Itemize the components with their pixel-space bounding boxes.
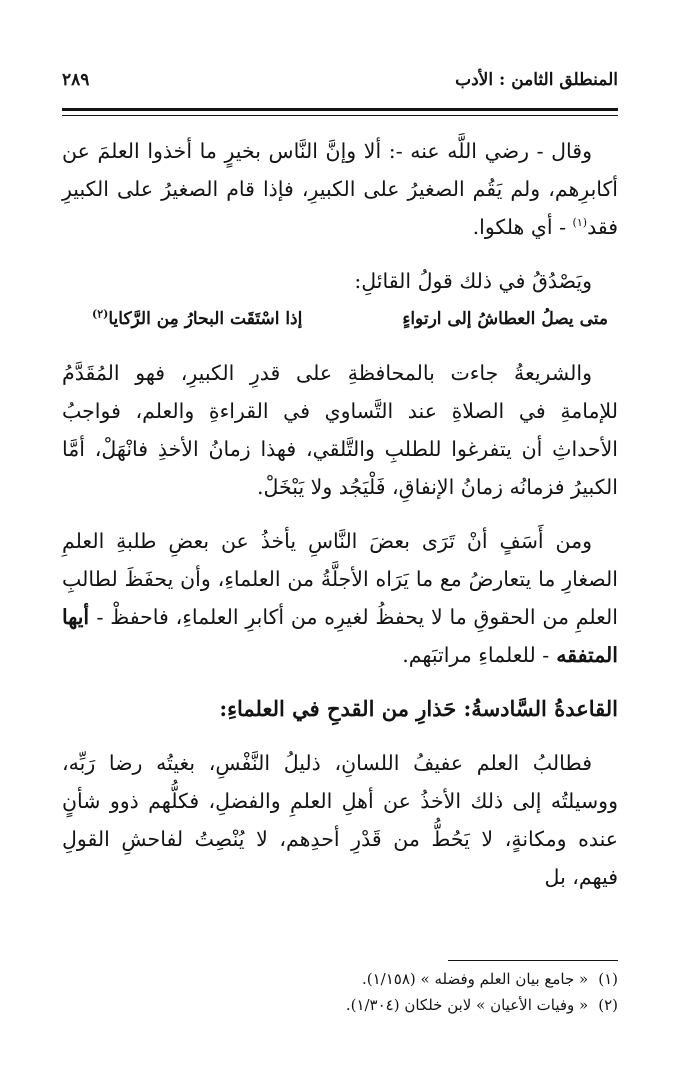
footnote-number: (١) [598, 970, 618, 988]
header-rule-thin [62, 115, 618, 116]
footnote-number: (٢) [598, 996, 618, 1014]
footnote-ref[interactable]: (٢) [92, 307, 109, 321]
footnotes [62, 966, 618, 1018]
header-rule-thick [62, 108, 618, 111]
running-title: المنطلق الثامن : الأدب [455, 70, 618, 90]
verse-second-hemistich: إذا اسْتَقَت البحارُ مِن الرَّكايا$^{(٢)}$ [92, 307, 303, 329]
footnote [62, 992, 618, 1018]
main-text [62, 132, 618, 896]
footnote-text: « جامع بيان العلم وفضله » (١/١٥٨). [361, 970, 589, 988]
verse-first-hemistich: متى يصلُ العطاشُ إلى ارتواءٍ [402, 309, 608, 329]
footnote [62, 966, 618, 992]
page-number: ٢٨٩ [62, 70, 90, 90]
poetry-verse [62, 300, 618, 338]
paragraph: وقال - رضي اللَّه عنه -: ألا وإنَّ النَّاس بخيرٍ ما أخذوا العلمَ عن أكابرِهم، ولم يَقُم الصغيرُ على الكبيرِ، فإذا قام الصغيرُ على الكبيرِ فقد$^{(١)}$ - أي هلكوا. [62, 139, 618, 239]
paragraph: ومن أَسَفٍ أنْ تَرَى بعضَ النَّاسِ يأخذُ عن بعضِ طلبةِ العلمِ الصغارِ ما يتعارضُ مع ما يَرَاه الأجلَّةُ من العلماءِ، وأن يحفَظَ لطالبِ العلمِ من الحقوقِ ما لا يحفظُ لغيرِه من أكابرِ العلماءِ، فاحفظْ - أيها المتفقه - للعلماءِ مراتبَهم. [62, 529, 618, 667]
paragraph: فطالبُ العلم عفيفُ اللسانِ، ذليلُ النَّفْسِ، بغيتُه رضا رَبِّه، ووسيلتُه إلى ذلك الأخذُ عن أهلِ العلمِ والفضلِ، فكلُّهم ذوو شأنٍ عنده ومكانةٍ، لا يَحُطُّ من قَدْرِ أحدِهم، لا يُنْصِتُ لفاحشِ القولِ فيهم، بل [62, 751, 618, 889]
paragraph: ويَصْدُقُ في ذلك قولُ القائلِ: [354, 269, 592, 293]
footnote-ref[interactable]: (١) [572, 216, 588, 230]
section-heading: القاعدةُ السَّادسةُ: حَذارِ من القدحِ في العلماءِ: [219, 696, 618, 721]
paragraph: والشريعةُ جاءت بالمحافظةِ على قدرِ الكبيرِ، فهو المُقَدَّمُ للإمامةِ في الصلاةِ عند التَّساوي في القراءةِ والعلم، فواجبُ الأحداثِ أن يتفرغوا للطلبِ والتَّلقي، فهذا زمانُ الأخذِ فانْهَلْ، أمَّا الكبيرُ فزمانُه زمانُ الإنفاقِ، فَلْيَجُد ولا يَبْخَلْ. [62, 361, 618, 499]
footnote-text: « وفيات الأعيان » لابن خلكان (١/٣٠٤). [345, 996, 589, 1014]
footnote-separator [448, 960, 618, 961]
emphasis: أيها المتفقه [62, 605, 618, 667]
page-header [62, 62, 618, 98]
